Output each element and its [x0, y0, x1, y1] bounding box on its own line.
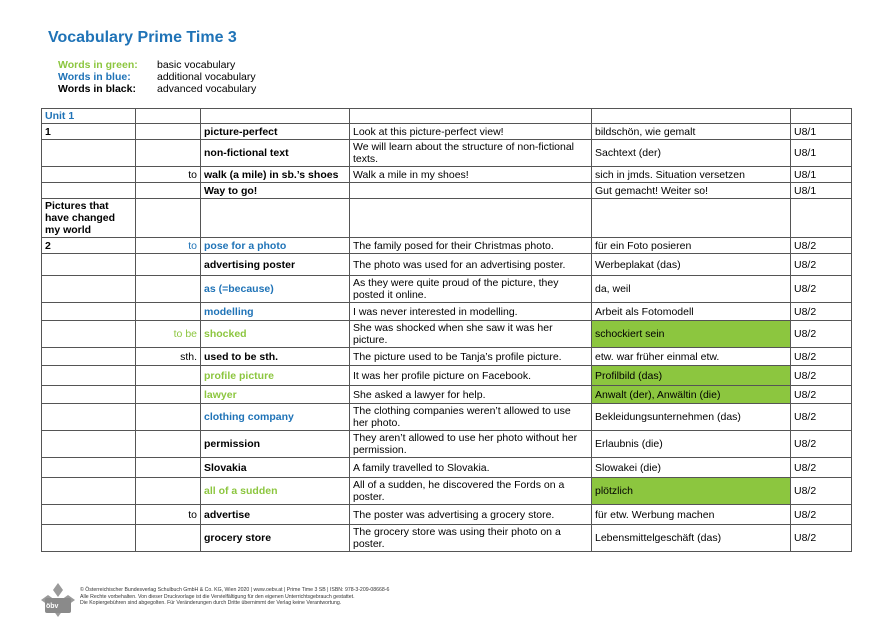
- legend-key: Words in green:: [58, 59, 138, 71]
- prefix-cell: [136, 276, 201, 303]
- reference-cell: U8/2: [791, 505, 852, 525]
- translation-cell: da, weil: [592, 276, 791, 303]
- word-cell: permission: [201, 431, 350, 458]
- legend-row-black: [58, 83, 256, 95]
- unit-cell: [42, 183, 136, 199]
- prefix-cell: [136, 431, 201, 458]
- translation-cell: etw. war früher einmal etw.: [592, 348, 791, 366]
- unit-cell: [42, 505, 136, 525]
- prefix-cell: to be: [136, 321, 201, 348]
- reference-cell: U8/1: [791, 124, 852, 140]
- page-title: Vocabulary Prime Time 3: [48, 29, 237, 46]
- example-cell: The poster was advertising a grocery store.: [350, 505, 592, 525]
- prefix-cell: [136, 183, 201, 199]
- word-cell: modelling: [201, 303, 350, 321]
- vocabulary-table: [41, 108, 852, 552]
- example-cell: [350, 199, 592, 238]
- prefix-cell: [136, 124, 201, 140]
- prefix-cell: to: [136, 167, 201, 183]
- translation-cell: Anwalt (der), Anwältin (die): [592, 386, 791, 404]
- translation-cell: für ein Foto posieren: [592, 238, 791, 254]
- prefix-cell: [136, 303, 201, 321]
- translation-cell: [592, 199, 791, 238]
- table-row: [42, 303, 852, 321]
- table-row: [42, 366, 852, 386]
- table-row: [42, 276, 852, 303]
- table-row: [42, 199, 852, 238]
- prefix-cell: [136, 109, 201, 124]
- unit-cell: [42, 458, 136, 478]
- logo-text: öbv: [46, 603, 59, 610]
- reference-cell: U8/1: [791, 183, 852, 199]
- legend-key: Words in blue:: [58, 71, 131, 83]
- example-cell: They aren’t allowed to use her photo without her permission.: [350, 431, 592, 458]
- table-row: [42, 140, 852, 167]
- example-cell: The family posed for their Christmas photo.: [350, 238, 592, 254]
- translation-cell: sich in jmds. Situation versetzen: [592, 167, 791, 183]
- reference-cell: U8/2: [791, 525, 852, 552]
- prefix-cell: [136, 140, 201, 167]
- unit-cell: 2: [42, 238, 136, 254]
- table-row: [42, 183, 852, 199]
- translation-cell: bildschön, wie gemalt: [592, 124, 791, 140]
- translation-cell: Lebensmittelgeschäft (das): [592, 525, 791, 552]
- legend-value: advanced vocabulary: [157, 83, 257, 95]
- example-cell: We will learn about the structure of non-fictional texts.: [350, 140, 592, 167]
- prefix-cell: [136, 478, 201, 505]
- reference-cell: U8/2: [791, 458, 852, 478]
- unit-cell: [42, 478, 136, 505]
- reference-cell: U8/2: [791, 238, 852, 254]
- unit-cell: [42, 431, 136, 458]
- unit-cell: [42, 167, 136, 183]
- reference-cell: U8/2: [791, 303, 852, 321]
- reference-cell: U8/2: [791, 478, 852, 505]
- unit-cell: [42, 303, 136, 321]
- prefix-cell: [136, 366, 201, 386]
- word-cell: all of a sudden: [201, 478, 350, 505]
- unit-cell: [42, 254, 136, 276]
- translation-cell: für etw. Werbung machen: [592, 505, 791, 525]
- unit-cell: [42, 276, 136, 303]
- vocabulary-table-body: [42, 109, 852, 552]
- example-cell: It was her profile picture on Facebook.: [350, 366, 592, 386]
- unit-cell: [42, 348, 136, 366]
- reference-cell: U8/1: [791, 140, 852, 167]
- example-cell: The clothing companies weren’t allowed to use her photo.: [350, 404, 592, 431]
- reference-cell: U8/2: [791, 348, 852, 366]
- table-row: [42, 505, 852, 525]
- table-row: [42, 404, 852, 431]
- word-cell: pose for a photo: [201, 238, 350, 254]
- unit-cell: [42, 404, 136, 431]
- unit-cell: [42, 525, 136, 552]
- example-cell: All of a sudden, he discovered the Fords on a poster.: [350, 478, 592, 505]
- word-cell: used to be sth.: [201, 348, 350, 366]
- translation-cell: Profilbild (das): [592, 366, 791, 386]
- prefix-cell: [136, 525, 201, 552]
- reference-cell: [791, 109, 852, 124]
- prefix-cell: [136, 458, 201, 478]
- table-row: [42, 348, 852, 366]
- prefix-cell: [136, 254, 201, 276]
- example-cell: She was shocked when she saw it was her picture.: [350, 321, 592, 348]
- prefix-cell: to: [136, 238, 201, 254]
- word-cell: Way to go!: [201, 183, 350, 199]
- reference-cell: U8/2: [791, 366, 852, 386]
- table-row: [42, 431, 852, 458]
- example-cell: [350, 109, 592, 124]
- publisher-logo: [40, 582, 76, 618]
- example-cell: The grocery store was using their photo on a poster.: [350, 525, 592, 552]
- word-cell: lawyer: [201, 386, 350, 404]
- copyright-line: © Österreichischer Bundesverlag Schulbuch GmbH & Co. KG, Wien 2020 | www.oebv.at | Prime Time 3 SB | ISBN: 978-3-209-08668-6: [80, 587, 390, 593]
- unit-cell: [42, 140, 136, 167]
- table-row: [42, 386, 852, 404]
- word-cell: [201, 109, 350, 124]
- table-row: [42, 525, 852, 552]
- logo-mark-icon: [40, 582, 76, 618]
- reference-cell: U8/2: [791, 386, 852, 404]
- example-cell: The photo was used for an advertising poster.: [350, 254, 592, 276]
- example-cell: Walk a mile in my shoes!: [350, 167, 592, 183]
- prefix-cell: [136, 404, 201, 431]
- word-cell: as (=because): [201, 276, 350, 303]
- translation-cell: schockiert sein: [592, 321, 791, 348]
- translation-cell: Werbeplakat (das): [592, 254, 791, 276]
- example-cell: I was never interested in modelling.: [350, 303, 592, 321]
- reference-cell: U8/1: [791, 167, 852, 183]
- prefix-cell: [136, 386, 201, 404]
- unit-cell: Unit 1: [42, 109, 136, 124]
- reference-cell: [791, 199, 852, 238]
- prefix-cell: to: [136, 505, 201, 525]
- translation-cell: [592, 109, 791, 124]
- legend: [58, 59, 256, 95]
- unit-cell: 1: [42, 124, 136, 140]
- unit-cell: Pictures that have changed my world: [42, 199, 136, 238]
- word-cell: walk (a mile) in sb.’s shoes: [201, 167, 350, 183]
- legend-value: additional vocabulary: [157, 71, 256, 83]
- example-cell: The picture used to be Tanja’s profile picture.: [350, 348, 592, 366]
- translation-cell: Sachtext (der): [592, 140, 791, 167]
- word-cell: non-fictional text: [201, 140, 350, 167]
- table-row: [42, 458, 852, 478]
- table-row: [42, 109, 852, 124]
- unit-cell: [42, 386, 136, 404]
- unit-cell: [42, 366, 136, 386]
- copyright-line: Die Kopiergebühren sind abgegolten. Für Veränderungen durch Dritte übernimmt der Verlag keine Verantwortung.: [80, 600, 342, 607]
- legend-row-green: [58, 59, 256, 71]
- word-cell: advertising poster: [201, 254, 350, 276]
- legend-row-blue: [58, 71, 256, 83]
- legend-key: Words in black:: [58, 83, 136, 95]
- reference-cell: U8/2: [791, 404, 852, 431]
- word-cell: grocery store: [201, 525, 350, 552]
- reference-cell: U8/2: [791, 254, 852, 276]
- copyright-line: Alle Rechte vorbehalten. Von dieser Druckvorlage ist die Vervielfältigung für den eigenen Unterrichtsgebrauch gestattet.: [80, 593, 355, 600]
- translation-cell: Gut gemacht! Weiter so!: [592, 183, 791, 199]
- example-cell: [350, 183, 592, 199]
- copyright-notice: [80, 582, 389, 607]
- reference-cell: U8/2: [791, 321, 852, 348]
- example-cell: As they were quite proud of the picture, they posted it online.: [350, 276, 592, 303]
- reference-cell: U8/2: [791, 276, 852, 303]
- example-cell: She asked a lawyer for help.: [350, 386, 592, 404]
- table-row: [42, 478, 852, 505]
- footer: [40, 582, 389, 618]
- word-cell: picture-perfect: [201, 124, 350, 140]
- table-row: [42, 238, 852, 254]
- translation-cell: Erlaubnis (die): [592, 431, 791, 458]
- word-cell: [201, 199, 350, 238]
- reference-cell: U8/2: [791, 431, 852, 458]
- table-row: [42, 124, 852, 140]
- table-row: [42, 321, 852, 348]
- prefix-cell: [136, 199, 201, 238]
- word-cell: shocked: [201, 321, 350, 348]
- table-row: [42, 167, 852, 183]
- prefix-cell: sth.: [136, 348, 201, 366]
- legend-value: basic vocabulary: [157, 59, 236, 71]
- translation-cell: Slowakei (die): [592, 458, 791, 478]
- unit-cell: [42, 321, 136, 348]
- table-row: [42, 254, 852, 276]
- example-cell: Look at this picture-perfect view!: [350, 124, 592, 140]
- word-cell: clothing company: [201, 404, 350, 431]
- translation-cell: Arbeit als Fotomodell: [592, 303, 791, 321]
- translation-cell: plötzlich: [592, 478, 791, 505]
- example-cell: A family travelled to Slovakia.: [350, 458, 592, 478]
- word-cell: Slovakia: [201, 458, 350, 478]
- translation-cell: Bekleidungsunternehmen (das): [592, 404, 791, 431]
- word-cell: advertise: [201, 505, 350, 525]
- word-cell: profile picture: [201, 366, 350, 386]
